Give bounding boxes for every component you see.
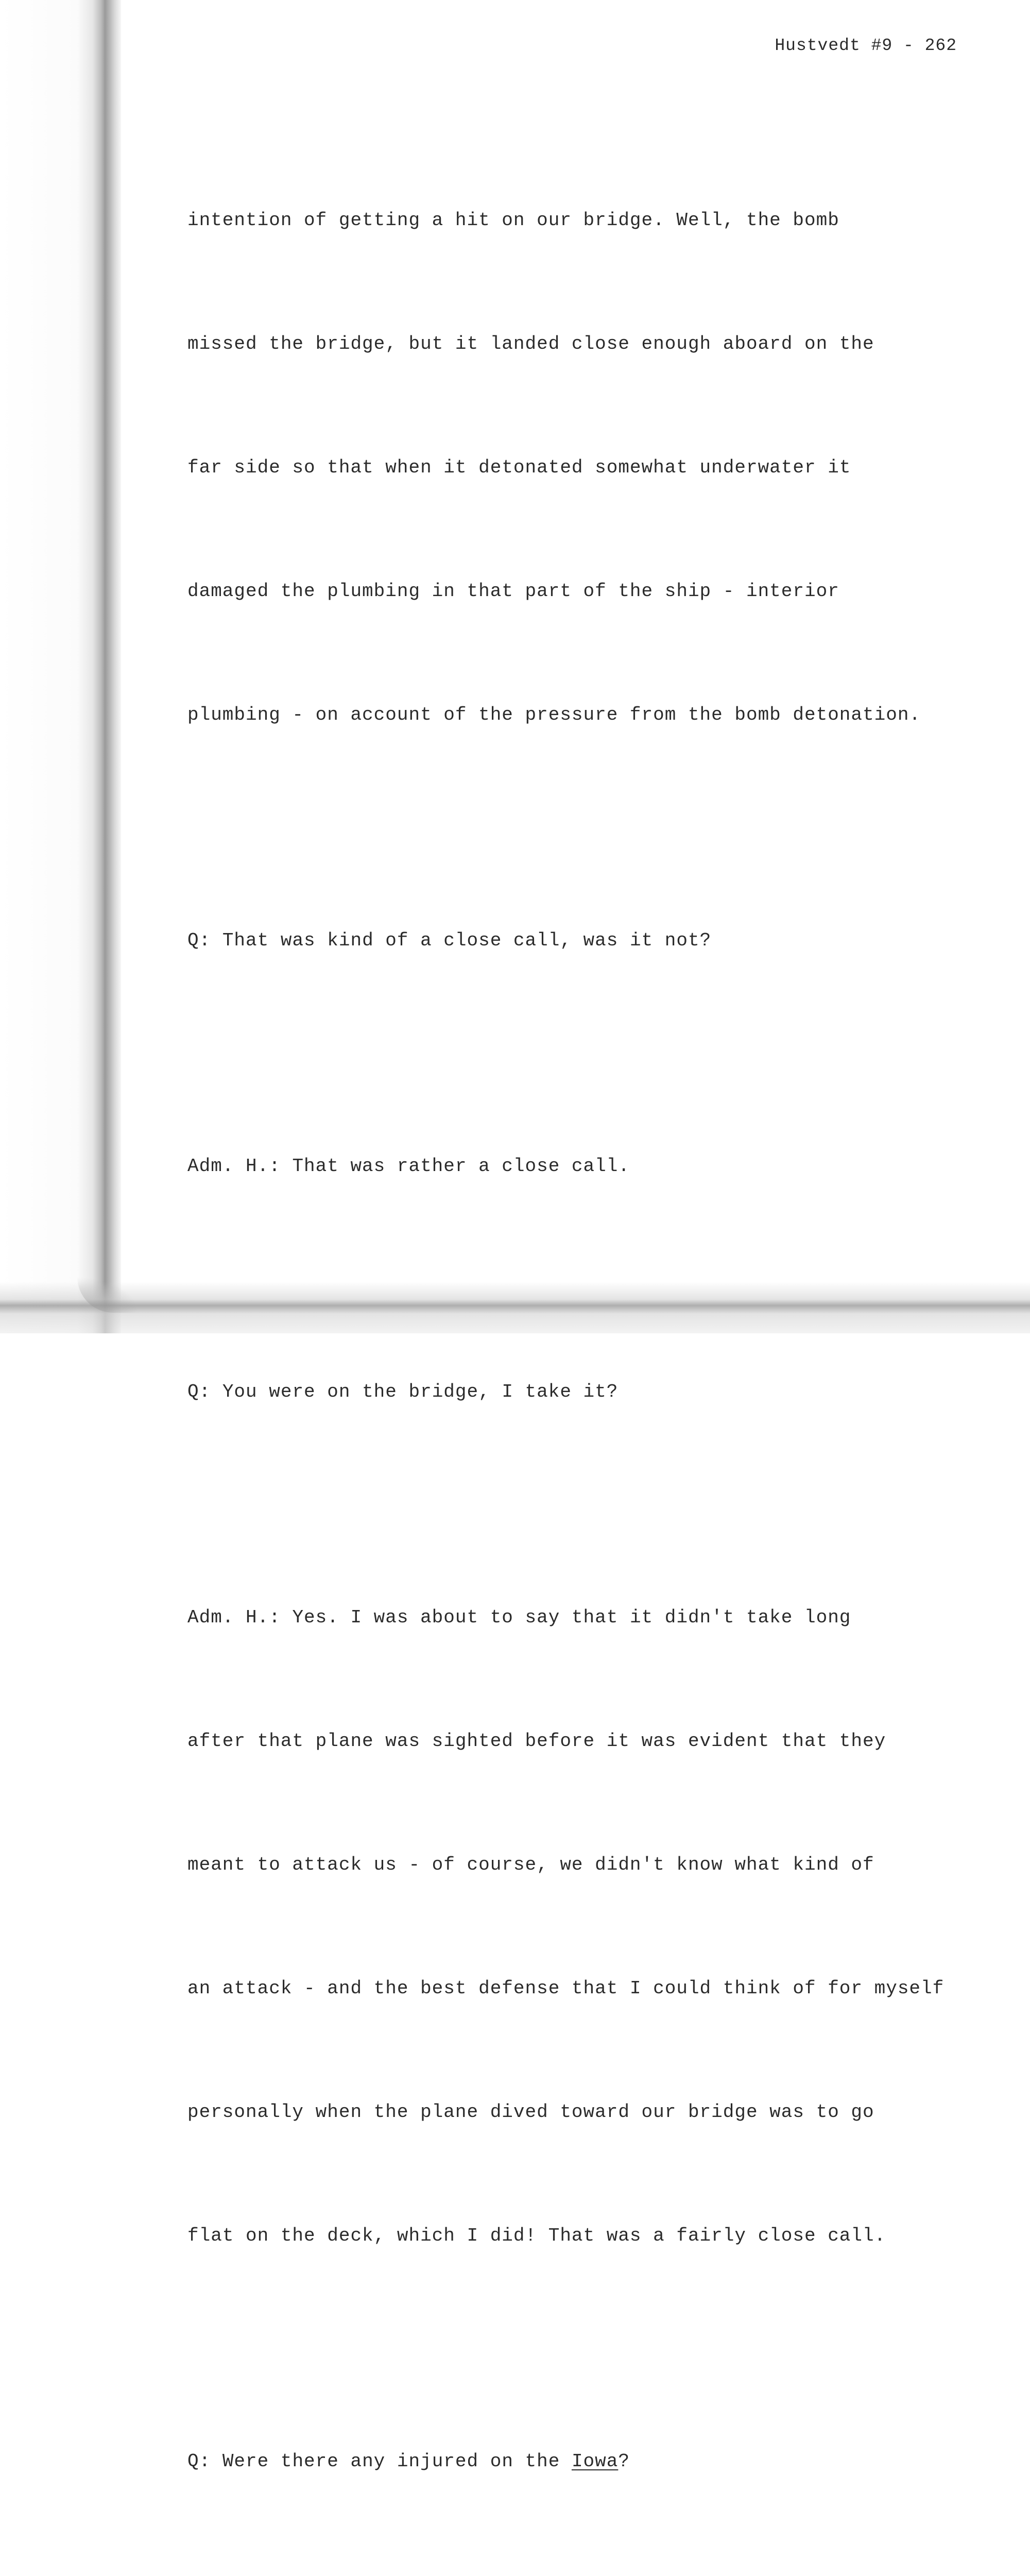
text-line: personally when the plane dived toward our bridge was to go (187, 2102, 874, 2123)
speaker-label: Adm. H.: (187, 1607, 281, 1628)
utterance: That was rather a close call. (292, 1156, 630, 1177)
binding-shadow (0, 0, 121, 1333)
text-line (187, 1146, 996, 1187)
speaker-label: Q: (187, 2451, 211, 2472)
text-line (187, 920, 996, 961)
text-line: flat on the deck, which I did! That was a fairly close call. (187, 2225, 886, 2246)
exchange-question (187, 838, 996, 1044)
utterance: Were there any injured on the (222, 2451, 572, 2472)
utterance: You were on the bridge, I take it? (222, 1381, 619, 1402)
opening-paragraph (187, 117, 996, 818)
text-line: far side so that when it detonated somewhat underwater it (187, 457, 851, 478)
text-line (187, 1371, 996, 1413)
page-header: Hustvedt #9 - 262 (775, 36, 957, 55)
text-line: plumbing - on account of the pressure from the bomb detonation. (187, 704, 921, 725)
text-line: after that plane was sighted before it was evident that they (187, 1731, 886, 1752)
exchange-question (187, 1289, 996, 1495)
transcript-body (187, 117, 996, 2576)
text-line: an attack - and the best defense that I could think of for myself (187, 1978, 945, 1999)
text-line: damaged the plumbing in that part of the ship - interior (187, 581, 839, 602)
text-line (187, 1597, 996, 1638)
speaker-label: Q: (187, 1381, 211, 1402)
exchange-answer (187, 1063, 996, 1269)
text-line (187, 2441, 996, 2482)
text-line: intention of getting a hit on our bridge. Well, the bomb (187, 210, 839, 231)
ship-name: Iowa (571, 2451, 619, 2472)
text-line: missed the bridge, but it landed close enough aboard on the (187, 333, 874, 354)
speaker-label: Q: (187, 930, 211, 951)
exchange-question (187, 2359, 996, 2565)
exchange-answer (187, 1515, 996, 2339)
utterance: That was kind of a close call, was it not? (222, 930, 712, 951)
speaker-label: Adm. H.: (187, 1156, 281, 1177)
utterance: ? (618, 2451, 630, 2472)
utterance: Yes. I was about to say that it didn't take long (292, 1607, 851, 1628)
text-line: meant to attack us - of course, we didn't know what kind of (187, 1854, 874, 1875)
